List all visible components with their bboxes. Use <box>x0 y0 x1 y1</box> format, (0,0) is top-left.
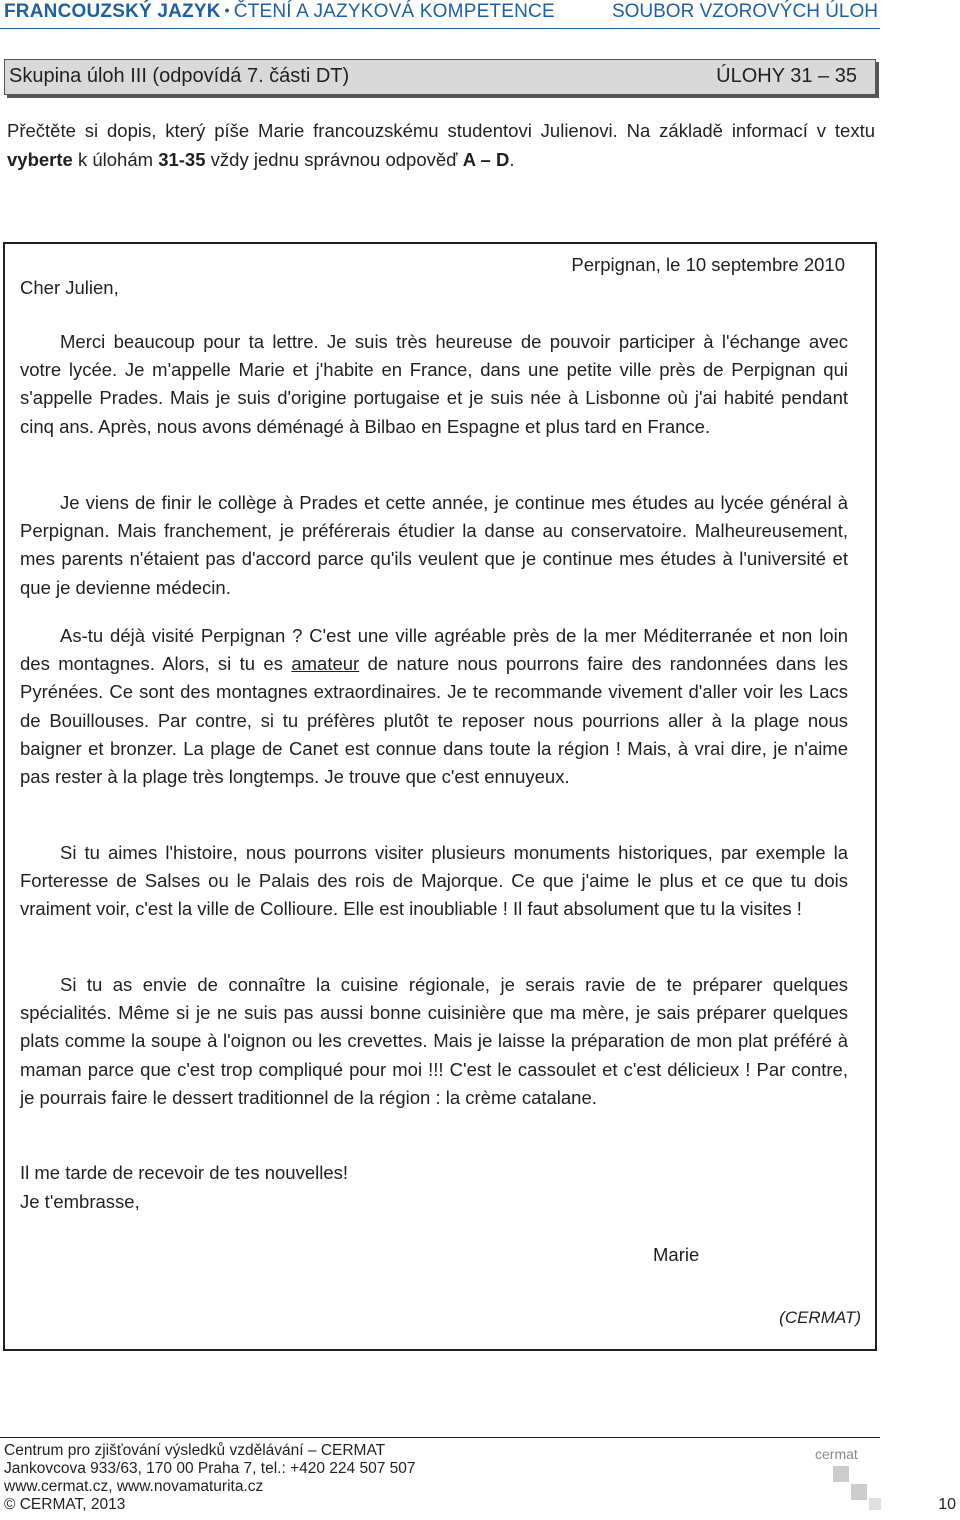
letter-closing-1: Il me tarde de recevoir de tes nouvelles! <box>20 1162 349 1183</box>
letter-paragraph-4 <box>20 839 848 924</box>
instr-text: Přečtěte si dopis, který píše Marie francouzskému studentovi Julienovi. Na základě informací v textu <box>7 120 875 141</box>
instructions <box>7 116 875 174</box>
page-footer <box>4 1442 416 1514</box>
paragraph-text: de nature nous pourrons faire des randonnées dans les Pyrénées. Ce sont des montagnes extraordinaires. Je te recommande vivement d'aller voir les Lacs de Bouillouses. Par contre, si tu préfères plutôt te reposer nous pourrions aller à la plage nous baigner et bronzer. La plage de Canet est connue dans toute la région ! Mais, à vrai dire, je n'aime pas rester à la plage très longtemps. Je trouve que c'est ennuyeux. <box>20 653 849 788</box>
task-range: ÚLOHY 31 – 35 <box>716 65 857 87</box>
instr-text: k úlohám <box>72 149 159 170</box>
paragraph-text: As-tu déjà visité Perpignan ? C'est une ville agréable près de la mer Méditerranée et non loin des montagnes. Alors, si tu es <box>20 625 848 675</box>
logo-square <box>851 1484 867 1500</box>
page-number: 10 <box>938 1496 956 1513</box>
page-header <box>0 0 880 29</box>
task-group-band <box>4 59 876 95</box>
footer-copyright: © CERMAT, 2013 <box>4 1496 126 1513</box>
footer-org: Centrum pro zjišťování výsledků vzdělávání – CERMAT <box>4 1442 386 1459</box>
subject-label: FRANCOUZSKÝ JAZYK <box>4 1 221 22</box>
cermat-logo <box>815 1446 885 1516</box>
letter-signature: Marie <box>653 1244 700 1265</box>
instr-text: vždy jednu správnou odpověď <box>205 149 463 170</box>
paragraph-text: Merci beaucoup pour ta lettre. Je suis très heureuse de pouvoir participer à l'échange avec votre lycée. Je m'appelle Marie et j'habite en France, dans une petite ville près de Perpignan qui s'appelle Prades. Mais je suis d'origine portugaise et je suis née à Lisbonne où j'ai habité pendant cinq ans. Après, nous avons déménagé à Bilbao en Espagne et plus tard en France. <box>20 331 848 437</box>
underlined-word: amateur <box>291 653 360 675</box>
collection-label: SOUBOR VZOROVÝCH ÚLOH <box>611 1 878 22</box>
letter-paragraph-2 <box>20 489 848 602</box>
paragraph-text: Je viens de finir le collège à Prades et cette année, je continue mes études au lycée général à Perpignan. Mais franchement, je préférerais étudier la danse au conservatoire. Malheureusement, mes parents n'étaient pas d'accord parce qu'ils veulent que je continue mes études à l'université et que je devienne médecin. <box>20 492 848 598</box>
header-subject <box>4 1 555 23</box>
footer-web: www.cermat.cz, www.novamaturita.cz <box>4 1478 264 1495</box>
instr-text: . <box>509 149 515 170</box>
letter-paragraph-5 <box>20 971 848 1112</box>
letter-dateline: Perpignan, le 10 septembre 2010 <box>571 254 845 275</box>
footer-divider <box>0 1437 880 1438</box>
paragraph-text: Si tu as envie de connaître la cuisine régionale, je serais ravie de te préparer quelques spécialités. Même si je ne suis pas aussi bonne cuisinière que ma mère, je sais préparer quelques plats comme la soupe à l'oignon ou les crevettes. Mais je laisse la préparation de mon plat préféré à maman parce que c'est trop compliqué pour moi !!! C'est le cassoulet et c'est délicieux ! Par contre, je pourrais faire le dessert traditionnel de la région : la crème catalane. <box>20 974 848 1108</box>
letter-paragraph-3 <box>20 622 848 791</box>
letter-paragraph-1 <box>20 328 848 441</box>
instr-bold: 31-35 <box>158 149 206 170</box>
section-label: ČTENÍ A JAZYKOVÁ KOMPETENCE <box>233 1 555 22</box>
task-group-label: Skupina úloh III (odpovídá 7. části DT) <box>9 65 350 87</box>
letter-closing-2: Je t'embrasse, <box>20 1191 140 1212</box>
letter-salutation: Cher Julien, <box>20 277 119 298</box>
separator-dot: • <box>224 2 230 18</box>
instr-bold: A – D <box>462 149 510 170</box>
paragraph-text: Si tu aimes l'histoire, nous pourrons visiter plusieurs monuments historiques, par exemple la Forteresse de Salses ou le Palais des rois de Majorque. Ce que j'aime le plus et ce que tu dois vraiment voir, c'est la ville de Collioure. Elle est inoubliable ! Il faut absolument que tu la visites ! <box>20 842 848 920</box>
instr-bold: vyberte <box>7 149 73 170</box>
logo-square <box>833 1466 849 1482</box>
footer-address: Jankovcova 933/63, 170 00 Praha 7, tel.: +420 224 507 507 <box>4 1460 416 1477</box>
source-credit: (CERMAT) <box>779 1308 861 1327</box>
logo-text: cermat <box>815 1446 858 1462</box>
letter-box <box>3 242 877 1351</box>
logo-square <box>869 1498 881 1510</box>
